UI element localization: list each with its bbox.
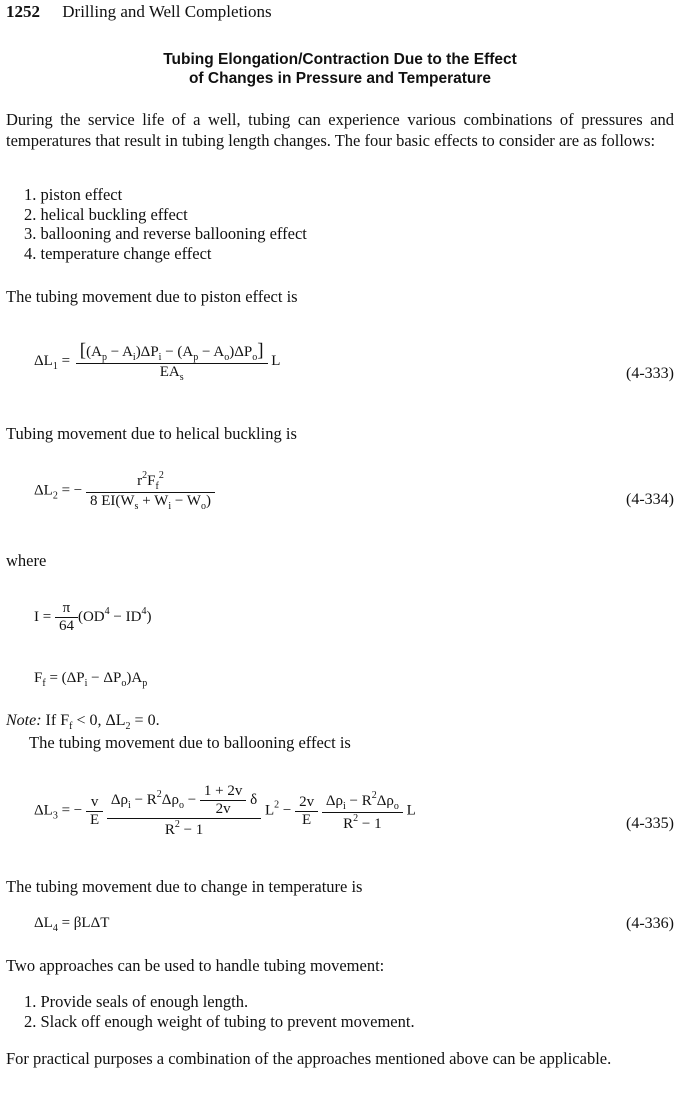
equation-number: (4-335): [626, 815, 674, 832]
page-number: 1252: [6, 2, 40, 21]
note-label: Note:: [6, 712, 42, 729]
effects-list: [24, 185, 307, 263]
intro-paragraph: During the service life of a well, tubing can experience various combinations of pressures and temperatures that result in tubing length changes. The four basic effects to consider are as follows:: [6, 110, 674, 150]
equation-number: (4-334): [626, 491, 674, 508]
list-item: 2. helical buckling effect: [24, 204, 188, 224]
piston-intro: The tubing movement due to piston effect is: [6, 287, 298, 306]
buckling-intro: Tubing movement due to helical buckling is: [6, 424, 297, 443]
equation-4-335: $\Delta L_3$ = − $\frac{v}{E}$ $\Delta\rho_i - R^2\Delta\rho_o$ − $\frac{1 + 2v}{2v}$ δ $R^2 - 1$ $L^2$ − $\frac{2v}{E}$ $\frac{\Delta\rho_i - R^2\Delta\rho_o}{R^2 - 1}$ L: [34, 783, 416, 838]
moment-of-inertia-definition: I = $\frac{\pi}{64}$ $(OD^4 - ID^4)$: [34, 600, 152, 634]
list-item: 4. temperature change effect: [24, 243, 212, 263]
section-title: [0, 50, 680, 88]
approaches-intro: Two approaches can be used to handle tubing movement:: [6, 956, 385, 975]
closing-paragraph: For practical purposes a combination of the approaches mentioned above can be applicable.: [6, 1049, 612, 1068]
force-definition: $F_f = (\Delta P_i - \Delta P_o)A_p$: [34, 670, 148, 689]
equation-number: (4-336): [626, 915, 674, 932]
ballooning-intro: The tubing movement due to ballooning effect is: [29, 733, 351, 752]
temperature-intro: The tubing movement due to change in temperature is: [6, 877, 363, 896]
note: Note: If $F_f < 0$, $\Delta L_2 = 0$.: [6, 712, 160, 732]
equation-4-333: $\Delta L_1$ = $\frac{[(A_p - A_i)\Delta P_i - (A_p - A_o)\Delta P_o]}{EA_s}$ L: [34, 340, 281, 383]
equation-4-334: $\Delta L_2$ = − $\frac{r^2F_f^2}{8 EI(W_s + W_i - W_o)}$: [34, 470, 215, 512]
list-item: 1. Provide seals of enough length.: [24, 992, 249, 1011]
list-item: 2. Slack off enough weight of tubing to prevent movement.: [24, 1011, 415, 1031]
running-header: [6, 2, 272, 22]
section-title-line-1: Tubing Elongation/Contraction Due to the Effect: [163, 51, 517, 68]
approaches-list: [24, 992, 415, 1031]
list-item: 1. piston effect: [24, 185, 123, 204]
list-item: 3. ballooning and reverse ballooning effect: [24, 224, 307, 243]
where-label: where: [6, 551, 47, 570]
book-title: Drilling and Well Completions: [62, 2, 272, 21]
section-title-line-2: of Changes in Pressure and Temperature: [188, 70, 492, 87]
equation-4-336: $\Delta L_4 = \beta L\Delta T$: [34, 915, 110, 934]
equation-number: (4-333): [626, 365, 674, 382]
